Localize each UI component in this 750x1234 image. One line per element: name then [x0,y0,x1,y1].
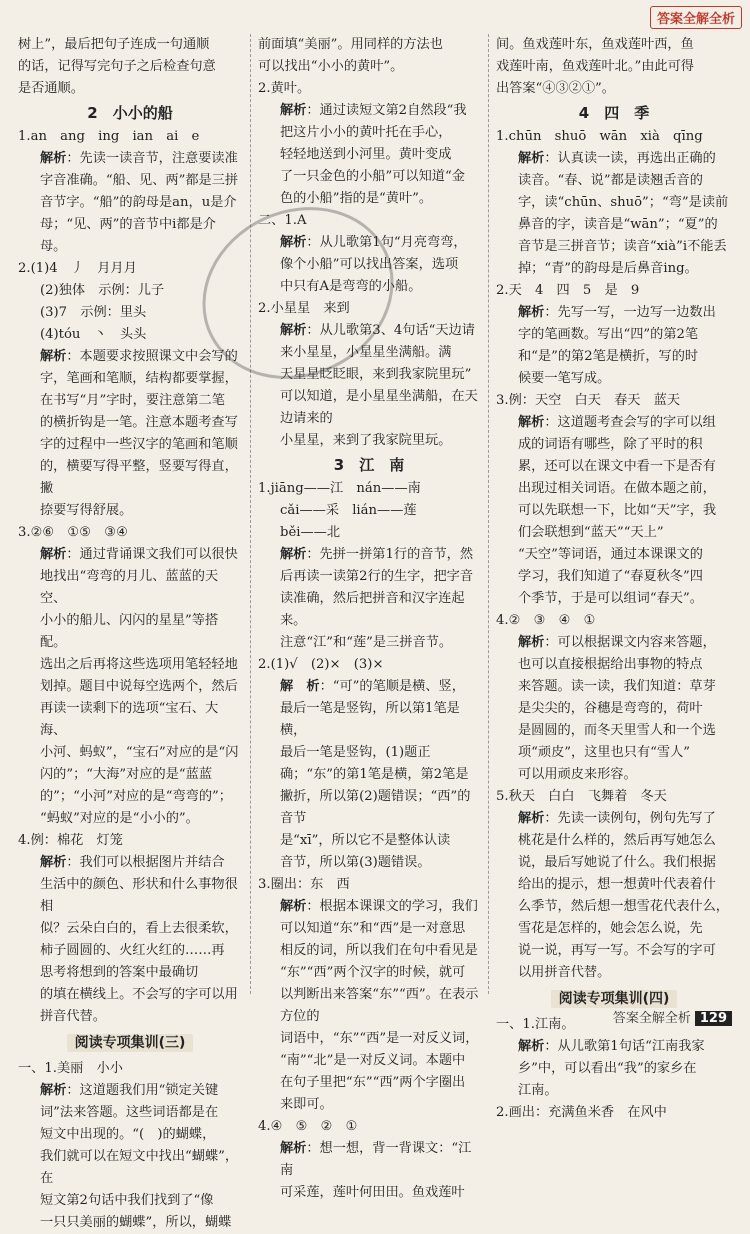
reading-section-title [18,1032,242,1054]
text-line: 乡”中，可以看出“我”的家乡在 [518,1061,697,1076]
text-line: 短文第2句话中我们找到了“像 [40,1193,214,1208]
answer-line: 一、1.江南。 [496,1017,575,1032]
section-title: 4 四 季 [578,104,650,122]
text-line: (4)tóu 丶 头头 [40,327,147,342]
answer-line: 3.②⑥ ①⑤ ③④ [18,525,128,540]
text-line: 说一说，再写一写。不会写的字可 [518,943,716,958]
text-line: 学习，我们知道了“春夏秋冬”四 [518,569,703,584]
reading-section-label: 阅读专项集训(四) [551,990,678,1008]
text-line: 最后一笔是竖钩，所以第1笔是横， [280,701,460,738]
footer-label: 答案全解全析 [612,1011,691,1026]
text-line: 注意“江”和“莲”是三拼音节。 [280,635,453,650]
answer-line: 5.秋天 白白 飞舞着 冬天 [496,789,667,804]
text-line: 候要一笔写成。 [518,371,611,386]
analysis-text: ：我们可以根据图片并结合 [66,855,225,870]
text-line: 字音准确。“船、见、两”都是三拼 [40,173,239,188]
analysis-line [258,1138,480,1182]
text-line: 的填在横线上。不会写的字可以用 [40,987,238,1002]
analysis-keyword: 解析 [40,1083,67,1098]
analysis-line [496,808,732,830]
text-line: 母；“见、两”的音节中i都是介母。 [40,217,216,254]
analysis-line [496,412,732,434]
analysis-keyword: 解析 [280,235,307,250]
text-line: 音节，所以第(3)题错误。 [280,855,431,870]
text-line: 词语中，“东”“西”是一对反义词， [280,1031,479,1046]
analysis-text: ：想一想，背一背课文：“江南 [280,1141,472,1178]
text-line: 桃花是什么样的，然后再写她怎么 [518,833,716,848]
text-line: 选出之后再将这些选项用笔轻轻地 [40,657,238,672]
analysis-line [258,896,480,918]
text-line: 的”；“小河”对应的是“弯弯的”； [40,789,232,804]
text-line: 音节字。“船”的韵母是an，u是介 [40,195,237,210]
text-line: 在句子里把“东”“西”两个字圈出 [280,1075,466,1090]
text-line: 成的词语有哪些，除了平时的积 [518,437,703,452]
analysis-line [496,302,732,324]
text-line: 说，最后写她说了什么。我们根据 [518,855,716,870]
answer-line: 二、1.A [258,213,307,228]
section-title: 3 江 南 [333,456,405,474]
text-line: 像个小船”可以找出答案，选项 [280,257,459,272]
text-line: 轻轻地送到小河里。黄叶变成 [280,147,452,162]
text-line: cǎi——采 lián——莲 [280,503,417,518]
analysis-keyword: 解析 [518,151,545,166]
text-line: 的，横要写得平整，竖要写得直，撇 [40,459,238,496]
page-banner: 答案全解全析 [650,6,742,29]
text-line: 也可以直接根据给出事物的特点 [518,657,703,672]
text-line: 后再读一读第2行的生字，把字音 [280,569,474,584]
text-line: “南”“北”是一对反义词。本题中 [280,1053,466,1068]
text-line: (2)独体 示例：儿子 [40,283,165,298]
answer-line: 前面填“美丽”。用同样的方法也 [258,37,443,52]
text-line: 我们就可以在短文中找出“蝴蝶”，在 [40,1149,239,1186]
answer-line: 一、1.美丽 小小 [18,1061,123,1076]
analysis-line [258,676,480,698]
analysis-text: ：从儿歌第1句“月亮弯弯， [306,235,467,250]
analysis-text: ：先写一写，一边写一边数出 [544,305,716,320]
analysis-line [18,544,242,566]
text-line: 柿子圆圆的、火红火红的……再 [40,943,225,958]
analysis-keyword: 解析 [280,103,307,118]
column-middle [258,34,480,1200]
analysis-keyword: 解析 [518,305,545,320]
analysis-keyword: 解析 [280,323,307,338]
text-line: 以用拼音代替。 [518,965,611,980]
answer-line: 1.chūn shuō wān xià qīng [496,129,703,144]
text-line: 字的笔画数。写出“四”的第2笔 [518,327,699,342]
answer-line: 3.圈出：东 西 [258,877,350,892]
text-line: 生活中的颜色、形状和什么事物很相 [40,877,238,914]
analysis-text: ：这道题考查会写的字可以组 [544,415,716,430]
analysis-line [18,1080,242,1102]
text-line: 小星星，来到了我家院里玩。 [280,433,452,448]
text-line: 的横折钩是一笔。注意本题考查写 [40,415,238,430]
text-line: 把这片小小的黄叶托在手心， [280,125,452,140]
text-line: 是圆圆的，而冬天里雪人和一个选 [518,723,716,738]
analysis-text: ：根据本课课文的学习，我们 [306,899,478,914]
analysis-text: ：本题要求按照课文中会写的 [66,349,238,364]
answer-line: 是否通顺。 [18,81,84,96]
column-divider [250,34,251,994]
text-line: 可以知道，是小星星坐满船，在天边请来的 [280,389,478,426]
text-line: 思考将想到的答案中最确切 [40,965,199,980]
page-number: 129 [695,1011,732,1026]
answer-line: 可以找出“小小的黄叶”。 [258,59,404,74]
text-line: 鼻音的字，读音是“wān”；“夏”的 [518,217,718,232]
answer-line: 2.(1)4 丿 月月月 [18,261,137,276]
section-title: 2 小小的船 [87,104,173,122]
text-line: 掉；“青”的韵母是后鼻音ing。 [518,261,698,276]
text-line: 地找出“弯弯的月儿、蓝蓝的天空、 [40,569,219,606]
analysis-keyword: 解析 [40,855,67,870]
text-line: 确；“东”的第1笔是横，第2笔是 [280,767,469,782]
text-line: “东”“西”两个汉字的时候，就可 [280,965,466,980]
answer-line: 间。鱼戏莲叶东，鱼戏莲叶西，鱼 [496,37,694,52]
answer-line: 4.例：棉花 灯笼 [18,833,123,848]
answer-line: 4.④ ⑤ ② ① [258,1119,358,1134]
answer-line: 2.小星星 来到 [258,301,350,316]
text-line: 了一只金色的小船”可以知道“金 [280,169,465,184]
text-line: 个季节，于是可以组词“春天”。 [518,591,703,606]
text-line: 来答题。读一读，我们知道：草芽 [518,679,716,694]
analysis-text: ：先读一读例句，例句先写了 [544,811,716,826]
text-line: 可采莲，莲叶何田田。鱼戏莲叶 [280,1185,465,1200]
text-line: 江南。 [518,1083,558,1098]
analysis-text: ：通过背诵课文我们可以很快 [66,547,238,562]
analysis-keyword: 解析 [40,547,67,562]
analysis-line [258,100,480,122]
analysis-text: ：从儿歌第3、4句话“天边请 [306,323,475,338]
text-line: 最后一笔是竖钩，(1)题正 [280,745,431,760]
analysis-line [496,1036,732,1058]
analysis-text: ：先拼一拼第1行的音节，然 [306,547,474,562]
text-line: (3)7 示例：里头 [40,305,147,320]
column-divider [488,34,489,994]
analysis-text: ：这道题我们用“锁定关键 [66,1083,219,1098]
text-line: 拼音代替。 [40,1009,106,1024]
answer-line: 1.jiāng——江 nán——南 [258,481,421,496]
text-line: “蚂蚁”对应的是“小小的”。 [40,811,199,826]
analysis-text: ：“可”的笔顺是横、竖， [319,679,465,694]
answer-line: 1.an ang ing ian ai e [18,129,200,144]
text-line: 捺要写得舒展。 [40,503,133,518]
analysis-line [258,544,480,566]
answer-line: 的话，记得写完句子之后检查句意 [18,59,216,74]
answer-line: 2.天 4 四 5 是 9 [496,283,640,298]
analysis-keyword: 解析 [280,899,307,914]
text-line: 读音。“春、说”都是读翘舌音的 [518,173,703,188]
analysis-text: ：认真读一读，再选出正确的 [544,151,716,166]
answer-line: 树上”，最后把句子连成一句通顺 [18,37,210,52]
text-line: 字，读“chūn、shuō”；“弯”是读前 [518,195,729,210]
text-line: 以判断出来答案“东”“西”。在表示方位的 [280,987,479,1024]
answer-line: 2.画出：充满鱼米香 在风中 [496,1105,667,1120]
text-line: 可以知道“东”和“西”是一对意思 [280,921,466,936]
analysis-text: ：从儿歌第1句话“江南我家 [544,1039,705,1054]
answer-line: 3.例：天空 白天 春天 蓝天 [496,393,681,408]
text-line: 么季节，然后想一想雪花代表什么， [518,899,729,914]
analysis-keyword: 解析 [518,1039,545,1054]
text-line: 短文中出现的。“( )的蝴蝶， [40,1127,216,1142]
analysis-keyword: 解析 [40,349,67,364]
text-line: 可以先联想一下，比如“天”字，我 [518,503,717,518]
text-line: 一只只美丽的蝴蝶”，所以，蝴蝶 [40,1215,232,1230]
text-line: 色的小船”指的是“黄叶”。 [280,191,433,206]
analysis-keyword: 解析 [280,547,307,562]
text-line: 们会联想到“蓝天”“天上” [518,525,664,540]
analysis-line [18,346,242,368]
reading-section-label: 阅读专项集训(三) [67,1034,194,1052]
text-line: 在书写“月”字时，要注意第二笔 [40,393,225,408]
text-line: 读准确，然后把拼音和汉字连起来。 [280,591,465,628]
text-line: 撇折，所以第(2)题错误；“西”的音节 [280,789,471,826]
answer-line: 戏莲叶南，鱼戏莲叶北。”由此可得 [496,59,694,74]
text-line: 是尖尖的，谷穗是弯弯的，荷叶 [518,701,703,716]
text-line: 相反的词，所以我们在句中看见是 [280,943,478,958]
text-line: 给出的提示，想一想黄叶代表着什 [518,877,716,892]
text-line: 划掉。题目中说每空选两个，然后 [40,679,238,694]
text-line: 词”法来答题。这些词语都是在 [40,1105,219,1120]
analysis-line [496,148,732,170]
text-line: 小河、蚂蚁”，“宝石”对应的是“闪 [40,745,239,760]
text-line: 和“是”的第2笔是横折，写的时 [518,349,699,364]
text-line: “天空”等词语，通过本课课文的 [518,547,703,562]
answer-line: 4.② ③ ④ ① [496,613,596,628]
text-line: 中只有A是弯弯的小船。 [280,279,422,294]
text-line: 可以用顽皮来形容。 [518,767,637,782]
analysis-text: ：通过读短文第2自然段“我 [306,103,467,118]
analysis-line [496,632,732,654]
text-line: 来即可。 [280,1097,333,1112]
answer-line: 2.(1)√ (2)× (3)× [258,657,384,672]
text-line: běi——北 [280,525,341,540]
analysis-keyword: 解析 [280,1141,307,1156]
text-line: 出现过相关词语。在做本题之前， [518,481,716,496]
text-line: 雪花是怎样的，她会怎么说，先 [518,921,703,936]
text-line: 项“顽皮”，这里也只有“雪人” [518,745,691,760]
analysis-text: ：可以根据课文内容来答题， [544,635,716,650]
text-line: 小小的船儿、闪闪的星星”等搭配。 [40,613,219,650]
text-line: 天星星眨眨眼，来到我家院里玩” [280,367,472,382]
analysis-keyword: 解析 [518,415,545,430]
text-line: 闪的”；“大海”对应的是“蓝蓝 [40,767,213,782]
text-line: 似？云朵白白的，看上去很柔软， [40,921,238,936]
text-line: 字，笔画和笔顺，结构都要掌握， [40,371,238,386]
analysis-keyword: 解析 [518,635,545,650]
text-line: 来小星星，小星星坐满船。满 [280,345,452,360]
analysis-line [18,148,242,170]
text-line: 累，还可以在课文中看一下是否有 [518,459,716,474]
column-left [18,34,242,1230]
answer-line: 2.黄叶。 [258,81,311,96]
text-line: 是“xī”，所以它不是整体认读 [280,833,451,848]
analysis-keyword: 解析 [40,151,67,166]
text-line: 音节是三拼音节；读音“xià”i不能丢 [518,239,727,254]
analysis-text: ：先读一读音节，注意要读准 [66,151,238,166]
text-line: 再读一读剩下的选项“宝石、大海、 [40,701,219,738]
analysis-keyword: 解析 [518,811,545,826]
analysis-line [18,852,242,874]
page-footer [613,1007,732,1026]
text-line: 字的过程中一些汉字的笔画和笔顺 [40,437,238,452]
answer-line: 出答案“④③②①”。 [496,81,615,96]
analysis-keyword: 解 析 [280,679,320,694]
